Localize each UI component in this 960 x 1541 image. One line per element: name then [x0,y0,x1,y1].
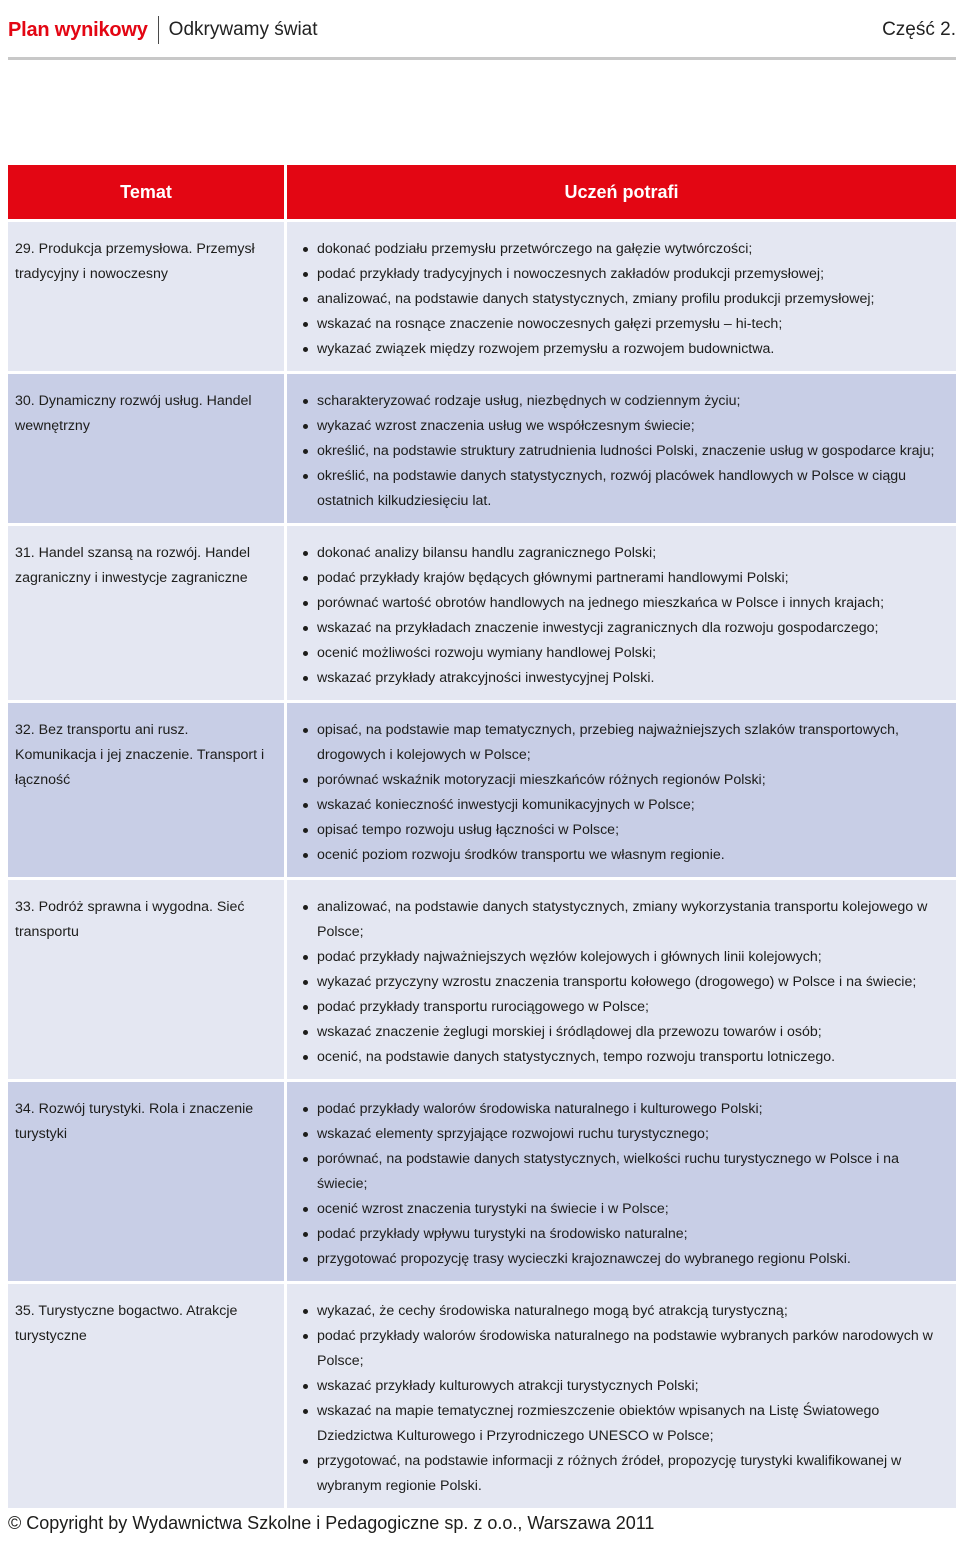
list-item: podać przykłady najważniejszych węzłów kolejowych i głównych linii kolejowych; [307,945,948,970]
column-header-topic: Temat [8,165,287,219]
list-item: podać przykłady krajów będących głównymi partnerami handlowymi Polski; [307,566,948,591]
list-item: opisać, na podstawie map tematycznych, przebieg najważniejszych szlaków transportowych, drogowych i kolejowych w Polsce; [307,718,948,768]
skills-cell [287,1281,956,1508]
skills-list [295,1097,948,1272]
series-name: Odkrywamy świat [168,19,318,40]
list-item: przygotować propozycję trasy wycieczki krajoznawczej do wybranego regionu Polski. [307,1247,948,1272]
list-item: wskazać przykłady kulturowych atrakcji turystycznych Polski; [307,1374,948,1399]
list-item: analizować, na podstawie danych statystycznych, zmiany profilu produkcji przemysłowej; [307,287,948,312]
list-item: podać przykłady walorów środowiska naturalnego na podstawie wybranych parków narodowych w Polsce; [307,1324,948,1374]
header-divider [158,16,159,44]
list-item: porównać, na podstawie danych statystycznych, wielkości ruchu turystycznego w Polsce i na świecie; [307,1147,948,1197]
lesson-topic: 32. Bez transportu ani rusz. Komunikacja i jej znaczenie. Transport i łączność [8,700,287,877]
document-title: Plan wynikowy [8,18,148,41]
list-item: wskazać na rosnące znaczenie nowoczesnych gałęzi przemysłu – hi-tech; [307,312,948,337]
list-item: dokonać podziału przemysłu przetwórczego na gałęzie wytwórczości; [307,237,948,262]
header-rule [8,57,956,60]
skills-list [295,1299,948,1499]
skills-list [295,389,948,514]
list-item: określić, na podstawie struktury zatrudnienia ludności Polski, znaczenie usług w gospodarce kraju; [307,439,948,464]
list-item: opisać tempo rozwoju usług łączności w Polsce; [307,818,948,843]
table-row [8,371,956,523]
table-body [8,219,956,1508]
list-item: wykazać przyczyny wzrostu znaczenia transportu kołowego (drogowego) w Polsce i na świecie; [307,970,948,995]
table-header-row [8,165,956,219]
skills-cell [287,877,956,1079]
list-item: wskazać na przykładach znaczenie inwestycji zagranicznych dla rozwoju gospodarczego; [307,616,948,641]
list-item: wykazać wzrost znaczenia usług we współczesnym świecie; [307,414,948,439]
list-item: ocenić, na podstawie danych statystycznych, tempo rozwoju transportu lotniczego. [307,1045,948,1070]
table-row [8,219,956,371]
lesson-topic: 33. Podróż sprawna i wygodna. Sieć transportu [8,877,287,1079]
lesson-topic: 34. Rozwój turystyki. Rola i znaczenie turystyki [8,1079,287,1281]
skills-list [295,237,948,362]
lesson-topic: 29. Produkcja przemysłowa. Przemysł tradycyjny i nowoczesny [8,219,287,371]
list-item: wskazać znaczenie żeglugi morskiej i śródlądowej dla przewozu towarów i osób; [307,1020,948,1045]
skills-cell [287,523,956,700]
skills-cell [287,700,956,877]
table-row [8,1079,956,1281]
list-item: scharakteryzować rodzaje usług, niezbędnych w codziennym życiu; [307,389,948,414]
list-item: wykazać, że cechy środowiska naturalnego mogą być atrakcją turystyczną; [307,1299,948,1324]
list-item: ocenić możliwości rozwoju wymiany handlowej Polski; [307,641,948,666]
list-item: określić, na podstawie danych statystycznych, rozwój placówek handlowych w Polsce w ciągu ostatnich kilkudziesięciu lat. [307,464,948,514]
list-item: wskazać elementy sprzyjające rozwojowi ruchu turystycznego; [307,1122,948,1147]
list-item: wykazać związek między rozwojem przemysłu a rozwojem budownictwa. [307,337,948,362]
page-header [8,14,956,46]
list-item: wskazać przykłady atrakcyjności inwestycyjnej Polski. [307,666,948,691]
list-item: porównać wskaźnik motoryzacji mieszkańców różnych regionów Polski; [307,768,948,793]
list-item: dokonać analizy bilansu handlu zagranicznego Polski; [307,541,948,566]
list-item: analizować, na podstawie danych statystycznych, zmiany wykorzystania transportu kolejowego w Polsce; [307,895,948,945]
list-item: przygotować, na podstawie informacji z różnych źródeł, propozycję turystyki kwalifikowanej w wybranym regionie Polski. [307,1449,948,1499]
skills-list [295,541,948,691]
skills-cell [287,371,956,523]
list-item: wskazać na mapie tematycznej rozmieszczenie obiektów wpisanych na Listę Światowego Dziedzictwa Kulturowego i Przyrodniczego UNESCO w Polsce; [307,1399,948,1449]
column-header-skills: Uczeń potrafi [287,165,956,219]
plan-table [8,165,956,1508]
part-label: Część 2. [882,19,956,40]
lesson-topic: 31. Handel szansą na rozwój. Handel zagraniczny i inwestycje zagraniczne [8,523,287,700]
list-item: podać przykłady tradycyjnych i nowoczesnych zakładów produkcji przemysłowej; [307,262,948,287]
list-item: porównać wartość obrotów handlowych na jednego mieszkańca w Polsce i innych krajach; [307,591,948,616]
list-item: podać przykłady walorów środowiska naturalnego i kulturowego Polski; [307,1097,948,1122]
list-item: podać przykłady transportu rurociągowego w Polsce; [307,995,948,1020]
list-item: ocenić poziom rozwoju środków transportu we własnym regionie. [307,843,948,868]
copyright-footer: © Copyright by Wydawnictwa Szkolne i Pedagogiczne sp. z o.o., Warszawa 2011 [8,1513,655,1533]
skills-cell [287,219,956,371]
lesson-topic: 30. Dynamiczny rozwój usług. Handel wewnętrzny [8,371,287,523]
list-item: wskazać konieczność inwestycji komunikacyjnych w Polsce; [307,793,948,818]
table-row [8,700,956,877]
list-item: podać przykłady wpływu turystyki na środowisko naturalne; [307,1222,948,1247]
table-row [8,877,956,1079]
lesson-topic: 35. Turystyczne bogactwo. Atrakcje turystyczne [8,1281,287,1508]
skills-list [295,718,948,868]
skills-list [295,895,948,1070]
table-row [8,523,956,700]
skills-cell [287,1079,956,1281]
list-item: ocenić wzrost znaczenia turystyki na świecie i w Polsce; [307,1197,948,1222]
table-row [8,1281,956,1508]
